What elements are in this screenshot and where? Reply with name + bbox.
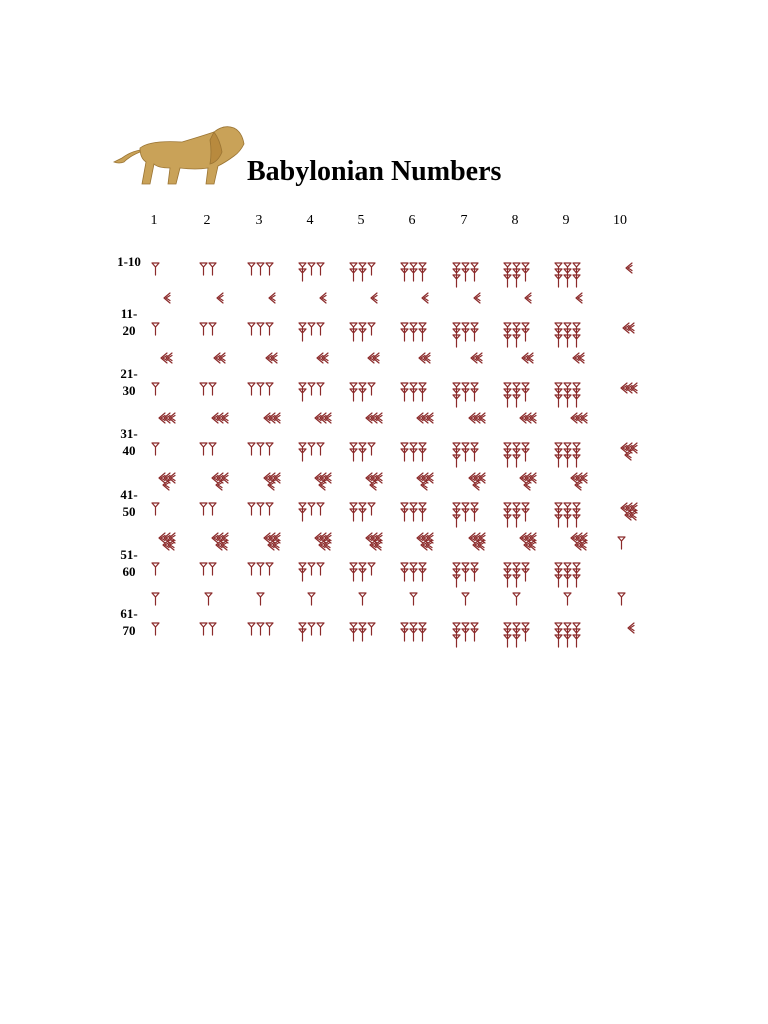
numeral-7-units [451,262,480,288]
numeral-16-tens [421,292,430,304]
numeral-44-units [297,502,326,522]
numeral-70-tens [627,622,636,634]
column-header: 3 [255,213,263,228]
numeral-47-units [451,502,480,528]
numeral-36-tens [416,412,435,424]
numeral-41-units [150,502,161,516]
numeral-14-units [297,322,326,342]
numeral-66-units [399,622,428,642]
column-header: 2 [203,213,211,228]
numeral-16-units [399,322,428,342]
numeral-46-units [399,502,428,522]
numeral-59-tens [570,532,589,551]
numeral-20-tens [622,322,636,334]
numeral-64-sixty [306,592,317,606]
numeral-67-sixty [460,592,471,606]
numeral-33-units [246,442,275,456]
numeral-10-tens [625,262,634,274]
numeral-45-units [348,502,377,522]
numeral-4-units [297,262,326,282]
numeral-22-units [198,382,218,396]
numeral-51-units [150,562,161,576]
column-header: 7 [460,213,468,228]
numeral-42-units [198,502,218,516]
numeral-37-units [451,442,480,468]
numeral-43-units [246,502,275,516]
numeral-23-units [246,382,275,396]
row-label-line: 11- [120,306,138,321]
column-header: 1 [150,213,158,228]
numeral-57-tens [468,532,487,551]
numeral-48-units [502,502,531,528]
numeral-69-sixty [562,592,573,606]
numeral-27-units [451,382,480,408]
numeral-64-units [297,622,326,642]
numeral-29-tens [572,352,586,364]
numeral-11-units [150,322,161,336]
numeral-3-units [246,262,275,276]
numeral-42-tens [211,472,230,491]
numeral-21-tens [160,352,174,364]
numeral-13-units [246,322,275,336]
row-label-line: 1-10 [117,254,141,269]
row-label [113,253,145,270]
numeral-30-tens [620,382,639,394]
numeral-63-sixty [255,592,266,606]
numeral-52-tens [211,532,230,551]
numeral-54-units [297,562,326,582]
lion-icon [110,122,250,188]
numeral-49-tens [570,472,589,491]
row-label-line: 51- [120,547,138,562]
numeral-28-units [502,382,531,408]
numeral-62-sixty [203,592,214,606]
numeral-39-units [553,442,582,468]
numeral-66-sixty [408,592,419,606]
numeral-36-units [399,442,428,462]
numeral-55-units [348,562,377,582]
numeral-62-units [198,622,218,636]
numeral-18-units [502,322,531,348]
numeral-12-units [198,322,218,336]
numeral-15-tens [370,292,379,304]
numeral-67-units [451,622,480,648]
page-title: Babylonian Numbers [247,156,502,187]
numeral-13-tens [268,292,277,304]
numeral-19-tens [575,292,584,304]
numeral-37-tens [468,412,487,424]
numeral-56-tens [416,532,435,551]
numeral-31-tens [158,412,177,424]
column-header: 4 [306,213,314,228]
row-label [113,546,145,580]
numeral-47-tens [468,472,487,491]
row-label [113,305,145,339]
numeral-11-tens [163,292,172,304]
numeral-58-tens [519,532,538,551]
numeral-32-units [198,442,218,456]
numeral-34-units [297,442,326,462]
numeral-38-tens [519,412,538,424]
numeral-19-units [553,322,582,348]
numeral-25-tens [367,352,381,364]
numeral-27-tens [470,352,484,364]
numeral-52-units [198,562,218,576]
numeral-57-units [451,562,480,588]
numeral-8-units [502,262,531,288]
numeral-56-units [399,562,428,582]
numeral-39-tens [570,412,589,424]
row-label [113,425,145,459]
numeral-15-units [348,322,377,342]
numeral-70-sixty [616,592,627,606]
row-label-line: 31- [120,426,138,441]
numeral-17-units [451,322,480,348]
row-label [113,486,145,520]
numeral-38-units [502,442,531,468]
numeral-53-tens [263,532,282,551]
numeral-55-tens [365,532,384,551]
numeral-24-tens [316,352,330,364]
numeral-43-tens [263,472,282,491]
numeral-24-units [297,382,326,402]
numeral-44-tens [314,472,333,491]
numeral-28-tens [521,352,535,364]
numeral-6-units [399,262,428,282]
numeral-61-sixty [150,592,161,606]
numeral-33-tens [263,412,282,424]
numeral-41-tens [158,472,177,491]
column-header: 9 [562,213,570,228]
page-header [110,122,550,192]
numeral-58-units [502,562,531,588]
numeral-45-tens [365,472,384,491]
numeral-63-units [246,622,275,636]
numeral-22-tens [213,352,227,364]
numeral-18-tens [524,292,533,304]
numeral-34-tens [314,412,333,424]
row-label-line: 70 [122,623,136,638]
row-label-line: 61- [120,606,138,621]
numeral-5-units [348,262,377,282]
numeral-48-tens [519,472,538,491]
numeral-65-sixty [357,592,368,606]
numeral-51-tens [158,532,177,551]
numeral-40-tens [620,442,639,461]
numeral-60 [616,536,627,550]
numeral-29-units [553,382,582,408]
row-label-line: 30 [122,383,136,398]
numeral-2-units [198,262,218,276]
numeral-25-units [348,382,377,402]
numeral-69-units [553,622,582,648]
column-header: 8 [511,213,519,228]
numeral-9-units [553,262,582,288]
numeral-49-units [553,502,582,528]
column-header: 6 [408,213,416,228]
numeral-26-units [399,382,428,402]
numeral-35-tens [365,412,384,424]
numeral-23-tens [265,352,279,364]
row-label-line: 21- [120,366,138,381]
numeral-54-tens [314,532,333,551]
numeral-14-tens [319,292,328,304]
numeral-68-sixty [511,592,522,606]
numeral-68-units [502,622,531,648]
row-label-line: 40 [122,443,136,458]
numeral-53-units [246,562,275,576]
row-label-line: 60 [122,564,136,579]
row-label-line: 50 [122,504,136,519]
column-header: 5 [357,213,365,228]
numeral-61-units [150,622,161,636]
numeral-50-tens [620,502,639,521]
numeral-65-units [348,622,377,642]
numeral-46-tens [416,472,435,491]
numeral-26-tens [418,352,432,364]
row-label [113,605,145,639]
numeral-35-units [348,442,377,462]
row-label-line: 41- [120,487,138,502]
numeral-12-tens [216,292,225,304]
row-label-line: 20 [122,323,136,338]
numeral-1-units [150,262,161,276]
column-header: 10 [613,213,627,228]
numeral-59-units [553,562,582,588]
numeral-32-tens [211,412,230,424]
numeral-31-units [150,442,161,456]
row-label [113,365,145,399]
numeral-17-tens [473,292,482,304]
numeral-21-units [150,382,161,396]
